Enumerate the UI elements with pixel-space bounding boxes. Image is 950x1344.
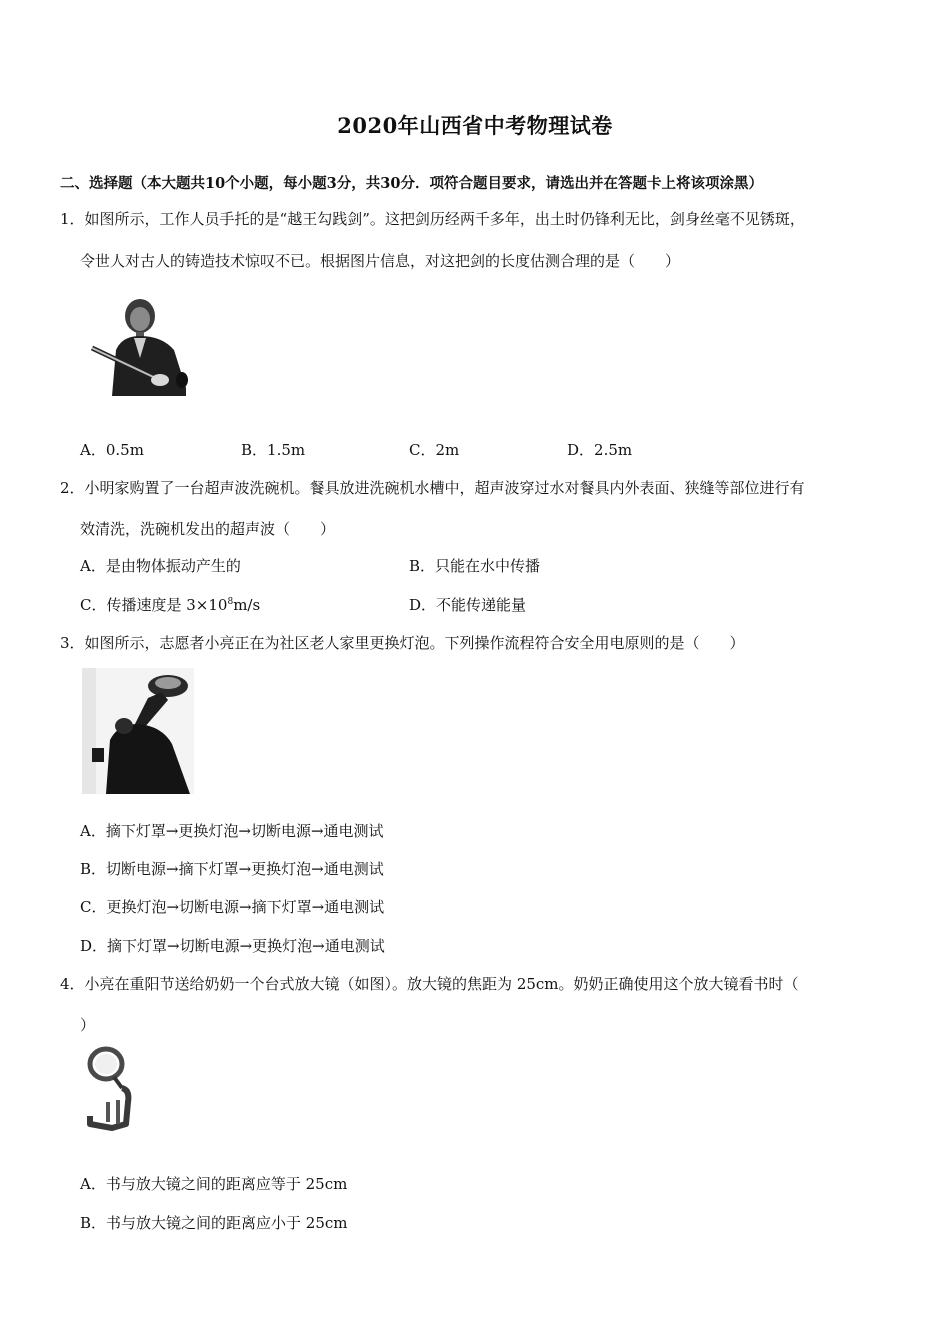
q1-option-b: B．1.5m [241, 441, 306, 459]
q2-option-b: B．只能在水中传播 [409, 557, 541, 575]
q3-line-1: 3．如图所示，志愿者小亮正在为社区老人家里更换灯泡。下列操作流程符合安全用电原则的是（ ） [60, 634, 745, 652]
q3-option-d: D．摘下灯罩→切断电源→更换灯泡→通电测试 [80, 937, 385, 955]
q2-option-c-unit: m/s [233, 596, 261, 614]
q2-option-c-exponent: 8 [227, 597, 234, 607]
q2-option-c-text: C．传播速度是 3×10 [80, 596, 228, 614]
q1-line-1: 1．如图所示，工作人员手托的是“越王勾践剑”。这把剑历经两千多年，出土时仍锋利无比，剑身丝毫不见锈斑， [60, 210, 805, 228]
page-title: 2020年山西省中考物理试卷 [337, 113, 613, 138]
q4-magnifier-photo [82, 1044, 138, 1134]
q4-option-b: B．书与放大镜之间的距离应小于 25cm [80, 1214, 348, 1232]
q2-option-a: A．是由物体振动产生的 [80, 557, 241, 575]
section-heading: 二、选择题（本大题共10个小题，每小题3分，共30分．项符合题目要求，请选出并在答题卡上将该项涂黑） [60, 175, 763, 192]
q3-option-a: A．摘下灯罩→更换灯泡→切断电源→通电测试 [80, 822, 384, 840]
q2-line-1: 2．小明家购置了一台超声波洗碗机。餐具放进洗碗机水槽中，超声波穿过水对餐具内外表面、狭缝等部位进行有 [60, 479, 805, 497]
q1-line-2: 令世人对古人的铸造技术惊叹不已。根据图片信息，对这把剑的长度估测合理的是（ ） [80, 252, 681, 270]
q1-sword-photo [82, 288, 192, 396]
q2-option-c [80, 594, 260, 615]
q4-option-a: A．书与放大镜之间的距离应等于 25cm [80, 1175, 348, 1193]
q4-line-2: ） [80, 1016, 96, 1034]
q2-line-2: 效清洗，洗碗机发出的超声波（ ） [80, 520, 336, 538]
q3-bulb-change-photo [82, 668, 194, 794]
q4-line-1: 4．小亮在重阳节送给奶奶一个台式放大镜（如图）。放大镜的焦距为 25cm。奶奶正确使用这个放大镜看书时（ [60, 975, 799, 993]
q3-option-c: C．更换灯泡→切断电源→摘下灯罩→通电测试 [80, 898, 385, 916]
q1-option-c: C．2m [409, 441, 460, 459]
q1-option-d: D．2.5m [567, 441, 633, 459]
q2-option-d: D．不能传递能量 [409, 596, 527, 614]
q1-option-a: A．0.5m [80, 441, 144, 459]
q3-option-b: B．切断电源→摘下灯罩→更换灯泡→通电测试 [80, 860, 384, 878]
